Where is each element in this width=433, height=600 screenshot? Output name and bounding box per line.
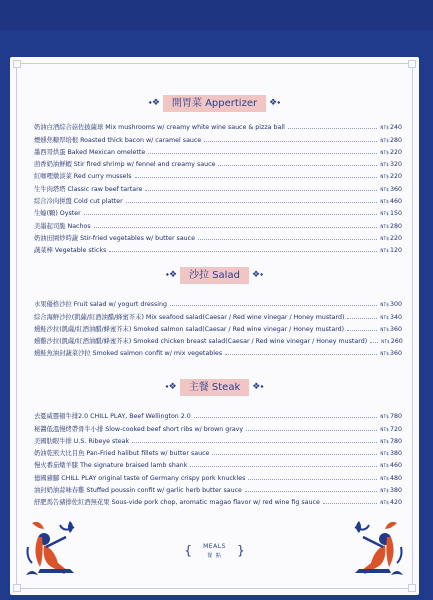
menu-item [34, 217, 402, 229]
menu-item-name: 舒肥馬告豬排佐紅酒無花果 Sous-vide pork chop, aromatic magao flavor w/ red wine fig sauce [34, 499, 320, 507]
top-edge [0, 0, 433, 30]
currency-label: NT$ [380, 500, 389, 506]
steak-list [34, 408, 402, 506]
price-amount: 300 [389, 301, 402, 309]
menu-item-name: 生牛肉塔塔 Classic raw beef tartare [34, 185, 143, 193]
menu-item [34, 193, 402, 205]
menu-item-price [380, 247, 402, 254]
menu-item [34, 469, 402, 481]
diamond-ornament-icon: ⬩❖ [148, 97, 160, 108]
menu-item-price [380, 186, 402, 193]
menu-item-name: 奶油白酒綜合菇佐披薩球 Mix mushrooms w/ creamy white wine sauce & pizza ball [34, 124, 285, 132]
menu-item-price [380, 235, 402, 242]
currency-label: NT$ [380, 426, 389, 432]
menu-item-name: 奶油乾煎大比目魚 Pan-Fried halibut fillets w/ butter sauce [34, 450, 210, 458]
price-amount: 260 [390, 338, 403, 346]
currency-label: NT$ [380, 414, 389, 420]
menu-item-price [380, 462, 402, 469]
section-heading-appetizer [10, 94, 419, 112]
page-footer [10, 540, 419, 559]
currency-label: NT$ [380, 211, 389, 217]
dot-leader [248, 479, 377, 480]
menu-item [34, 333, 402, 345]
menu-item [34, 345, 402, 357]
currency-label: NT$ [380, 149, 389, 155]
menu-item-name: 油封奶油蒜味春雞 Stuffed poussin confit w/ garlic herb butter sauce [34, 487, 242, 495]
menu-item [34, 230, 402, 242]
dot-leader [218, 165, 377, 166]
currency-label: NT$ [380, 302, 389, 308]
menu-item [34, 457, 402, 469]
section-heading-steak [10, 378, 419, 396]
menu-item [34, 408, 402, 420]
currency-label: NT$ [380, 314, 389, 320]
price-amount: 360 [389, 350, 402, 358]
dot-leader [212, 454, 377, 455]
menu-item-price [380, 161, 402, 168]
dot-leader [246, 430, 377, 431]
dot-leader [190, 466, 377, 467]
menu-item-name: 慢火番茄燉羊膝 The signature braised lamb shank [34, 462, 188, 470]
menu-item [34, 433, 402, 445]
menu-item [34, 205, 402, 217]
menu-item [34, 482, 402, 494]
price-amount: 360 [389, 325, 402, 333]
menu-item-name: 綜合冷肉拼盤 Cold cut platter [34, 198, 123, 206]
dot-leader [225, 354, 377, 355]
price-amount: 380 [389, 450, 402, 458]
dot-leader [347, 318, 377, 319]
menu-item-price [380, 450, 402, 457]
section-title: 開胃菜 Appertizer [163, 95, 266, 112]
menu-item-price [380, 198, 402, 205]
dot-leader [347, 330, 377, 331]
menu-item-price [380, 438, 402, 445]
dot-leader [323, 503, 378, 504]
menu-item-name: 生蠔(顆) Oyster [34, 210, 81, 218]
menu-item-name: 水果優格沙拉 Fruit salad w/ yogurt dressing [34, 301, 168, 309]
currency-label: NT$ [381, 339, 390, 345]
salad-list [34, 296, 402, 357]
menu-item-name: 綜合海鮮沙拉(凱薩/紅酒油醋/蜂蜜芥末) Mix seafood salad(Caesar / Red wine vinegar / Honey mustard) [34, 313, 345, 321]
menu-item-name: 燻鮭魚油封蔬菜沙拉 Smoked salmon confit w/ mix vegetables [34, 350, 223, 358]
diamond-ornament-icon: ❖⬩ [269, 97, 281, 108]
currency-label: NT$ [380, 475, 389, 481]
dot-leader [109, 251, 377, 252]
menu-item-name: 蔬菜棒 Vegetable sticks [34, 247, 107, 255]
price-amount: 460 [389, 462, 402, 470]
menu-item-name: 燻雞沙拉(凱薩/紅酒油醋/蜂蜜芥末) Smoked chicken breast salad(Caesar / Red wine vinegar / Honey mustard) [34, 338, 368, 346]
section-title: 沙拉 Salad [180, 267, 249, 284]
currency-label: NT$ [380, 235, 389, 241]
dot-leader [135, 177, 378, 178]
price-amount: 150 [389, 210, 402, 218]
menu-item-name: 茴香奶油鮮蝦 Stir fired shrimp w/ fennel and creamy sauce [34, 161, 216, 169]
menu-item-price [380, 314, 402, 321]
currency-label: NT$ [380, 199, 389, 205]
menu-item [34, 494, 402, 506]
menu-item [34, 156, 402, 168]
price-amount: 280 [389, 222, 402, 230]
menu-item-price [380, 223, 402, 230]
menu-item-name: 墨西哥烘蛋 Baked Mexican omelette [34, 148, 146, 156]
menu-item-name: 煙燻焦糖厚培根 Roasted thick bacon w/ caramel sauce [34, 136, 202, 144]
price-amount: 780 [389, 413, 402, 421]
currency-label: NT$ [380, 186, 389, 192]
menu-item-price [380, 499, 402, 506]
frame-corner [13, 584, 21, 592]
currency-label: NT$ [380, 137, 389, 143]
footer-label-en: MEALS [203, 542, 226, 550]
price-amount: 220 [389, 173, 402, 181]
dot-leader [370, 342, 378, 343]
currency-label: NT$ [380, 351, 389, 357]
menu-item-name: 奶油田園炒時蔬 Stir-fried vegetables w/ butter sauce [34, 234, 196, 242]
price-amount: 380 [389, 487, 402, 495]
currency-label: NT$ [380, 438, 389, 444]
menu-item [34, 168, 402, 180]
section-title: 主餐 Steak [180, 379, 250, 396]
menu-item-name: 紅咖哩燉淡菜 Red curry mussels [34, 173, 132, 181]
diamond-ornament-icon: ❖⬩ [252, 381, 264, 392]
dot-leader [170, 305, 377, 306]
menu-item [34, 420, 402, 432]
price-amount: 460 [389, 198, 402, 206]
menu-item-price [380, 413, 402, 420]
brace-left-icon: { [184, 543, 193, 558]
menu-item [34, 119, 402, 131]
menu-item-price [380, 475, 402, 482]
dot-leader [245, 491, 377, 492]
menu-item-price [380, 426, 402, 433]
currency-label: NT$ [380, 174, 389, 180]
price-amount: 340 [389, 313, 402, 321]
menu-item [34, 308, 402, 320]
appetizer-list [34, 119, 402, 254]
frame-corner [408, 584, 416, 592]
menu-item-price [380, 124, 402, 131]
brace-right-icon: } [236, 543, 245, 558]
price-amount: 220 [389, 234, 402, 242]
menu-item-name: 美國肋眼牛排 U.S. Ribeye steak [34, 437, 130, 445]
dot-leader [132, 442, 377, 443]
currency-label: NT$ [380, 125, 389, 131]
price-amount: 240 [389, 124, 402, 132]
menu-item-price [380, 326, 402, 333]
dot-leader [288, 128, 377, 129]
menu-page [10, 57, 419, 595]
menu-item-name: 秘醬低溫慢烤帶骨牛小排 Slow-cooked beef short ribs w/ brown gravy [34, 425, 244, 433]
menu-item [34, 296, 402, 308]
price-amount: 320 [389, 161, 402, 169]
dot-leader [204, 141, 377, 142]
price-amount: 120 [389, 247, 402, 255]
menu-item [34, 180, 402, 192]
dot-leader [145, 190, 377, 191]
price-amount: 280 [389, 136, 402, 144]
price-amount: 720 [389, 425, 402, 433]
section-heading-salad [10, 266, 419, 284]
currency-label: NT$ [380, 463, 389, 469]
frame-corner [13, 60, 21, 68]
currency-label: NT$ [380, 162, 389, 168]
menu-item-price [380, 149, 402, 156]
menu-item-name: 燻鮭沙拉(凱薩/紅酒油醋/蜂蜜芥末) Smoked salmon salad(Caesar / Red wine vinegar / Honey mustard) [34, 325, 345, 333]
currency-label: NT$ [380, 326, 389, 332]
dot-leader [84, 214, 378, 215]
menu-item [34, 321, 402, 333]
currency-label: NT$ [380, 223, 389, 229]
dot-leader [126, 202, 378, 203]
price-amount: 360 [389, 185, 402, 193]
diamond-ornament-icon: ❖⬩ [251, 269, 264, 280]
menu-item [34, 445, 402, 457]
frame-corner [408, 60, 416, 68]
menu-item [34, 242, 402, 254]
price-amount: 780 [389, 437, 402, 445]
menu-item-price [380, 137, 402, 144]
menu-item-price [380, 210, 402, 217]
price-amount: 220 [389, 148, 402, 156]
menu-item-name: 去憂威靈頓牛排2.0 CHILL PLAY, Beef Wellington 2.0 [34, 413, 191, 421]
menu-item [34, 144, 402, 156]
price-amount: 480 [389, 474, 402, 482]
dot-leader [194, 417, 378, 418]
currency-label: NT$ [380, 451, 389, 457]
diamond-ornament-icon: ⬩❖ [165, 269, 178, 280]
dot-leader [94, 227, 378, 228]
diamond-ornament-icon: ⬩❖ [165, 381, 177, 392]
menu-item-price [381, 338, 403, 345]
menu-item-name: 美墨起司脆 Nachos [34, 222, 91, 230]
menu-item-price [380, 173, 402, 180]
menu-item-price [380, 301, 402, 308]
price-amount: 420 [389, 499, 402, 507]
footer-label-zh: 餐 點 [207, 552, 222, 559]
currency-label: NT$ [380, 248, 389, 254]
currency-label: NT$ [380, 488, 389, 494]
dot-leader [198, 239, 377, 240]
menu-item-name: 德國豬腳 CHILL PLAY original taste of Germany crispy pork knuckles [34, 474, 246, 482]
menu-item [34, 131, 402, 143]
menu-item-price [380, 350, 402, 357]
menu-item-price [380, 487, 402, 494]
dot-leader [148, 153, 377, 154]
